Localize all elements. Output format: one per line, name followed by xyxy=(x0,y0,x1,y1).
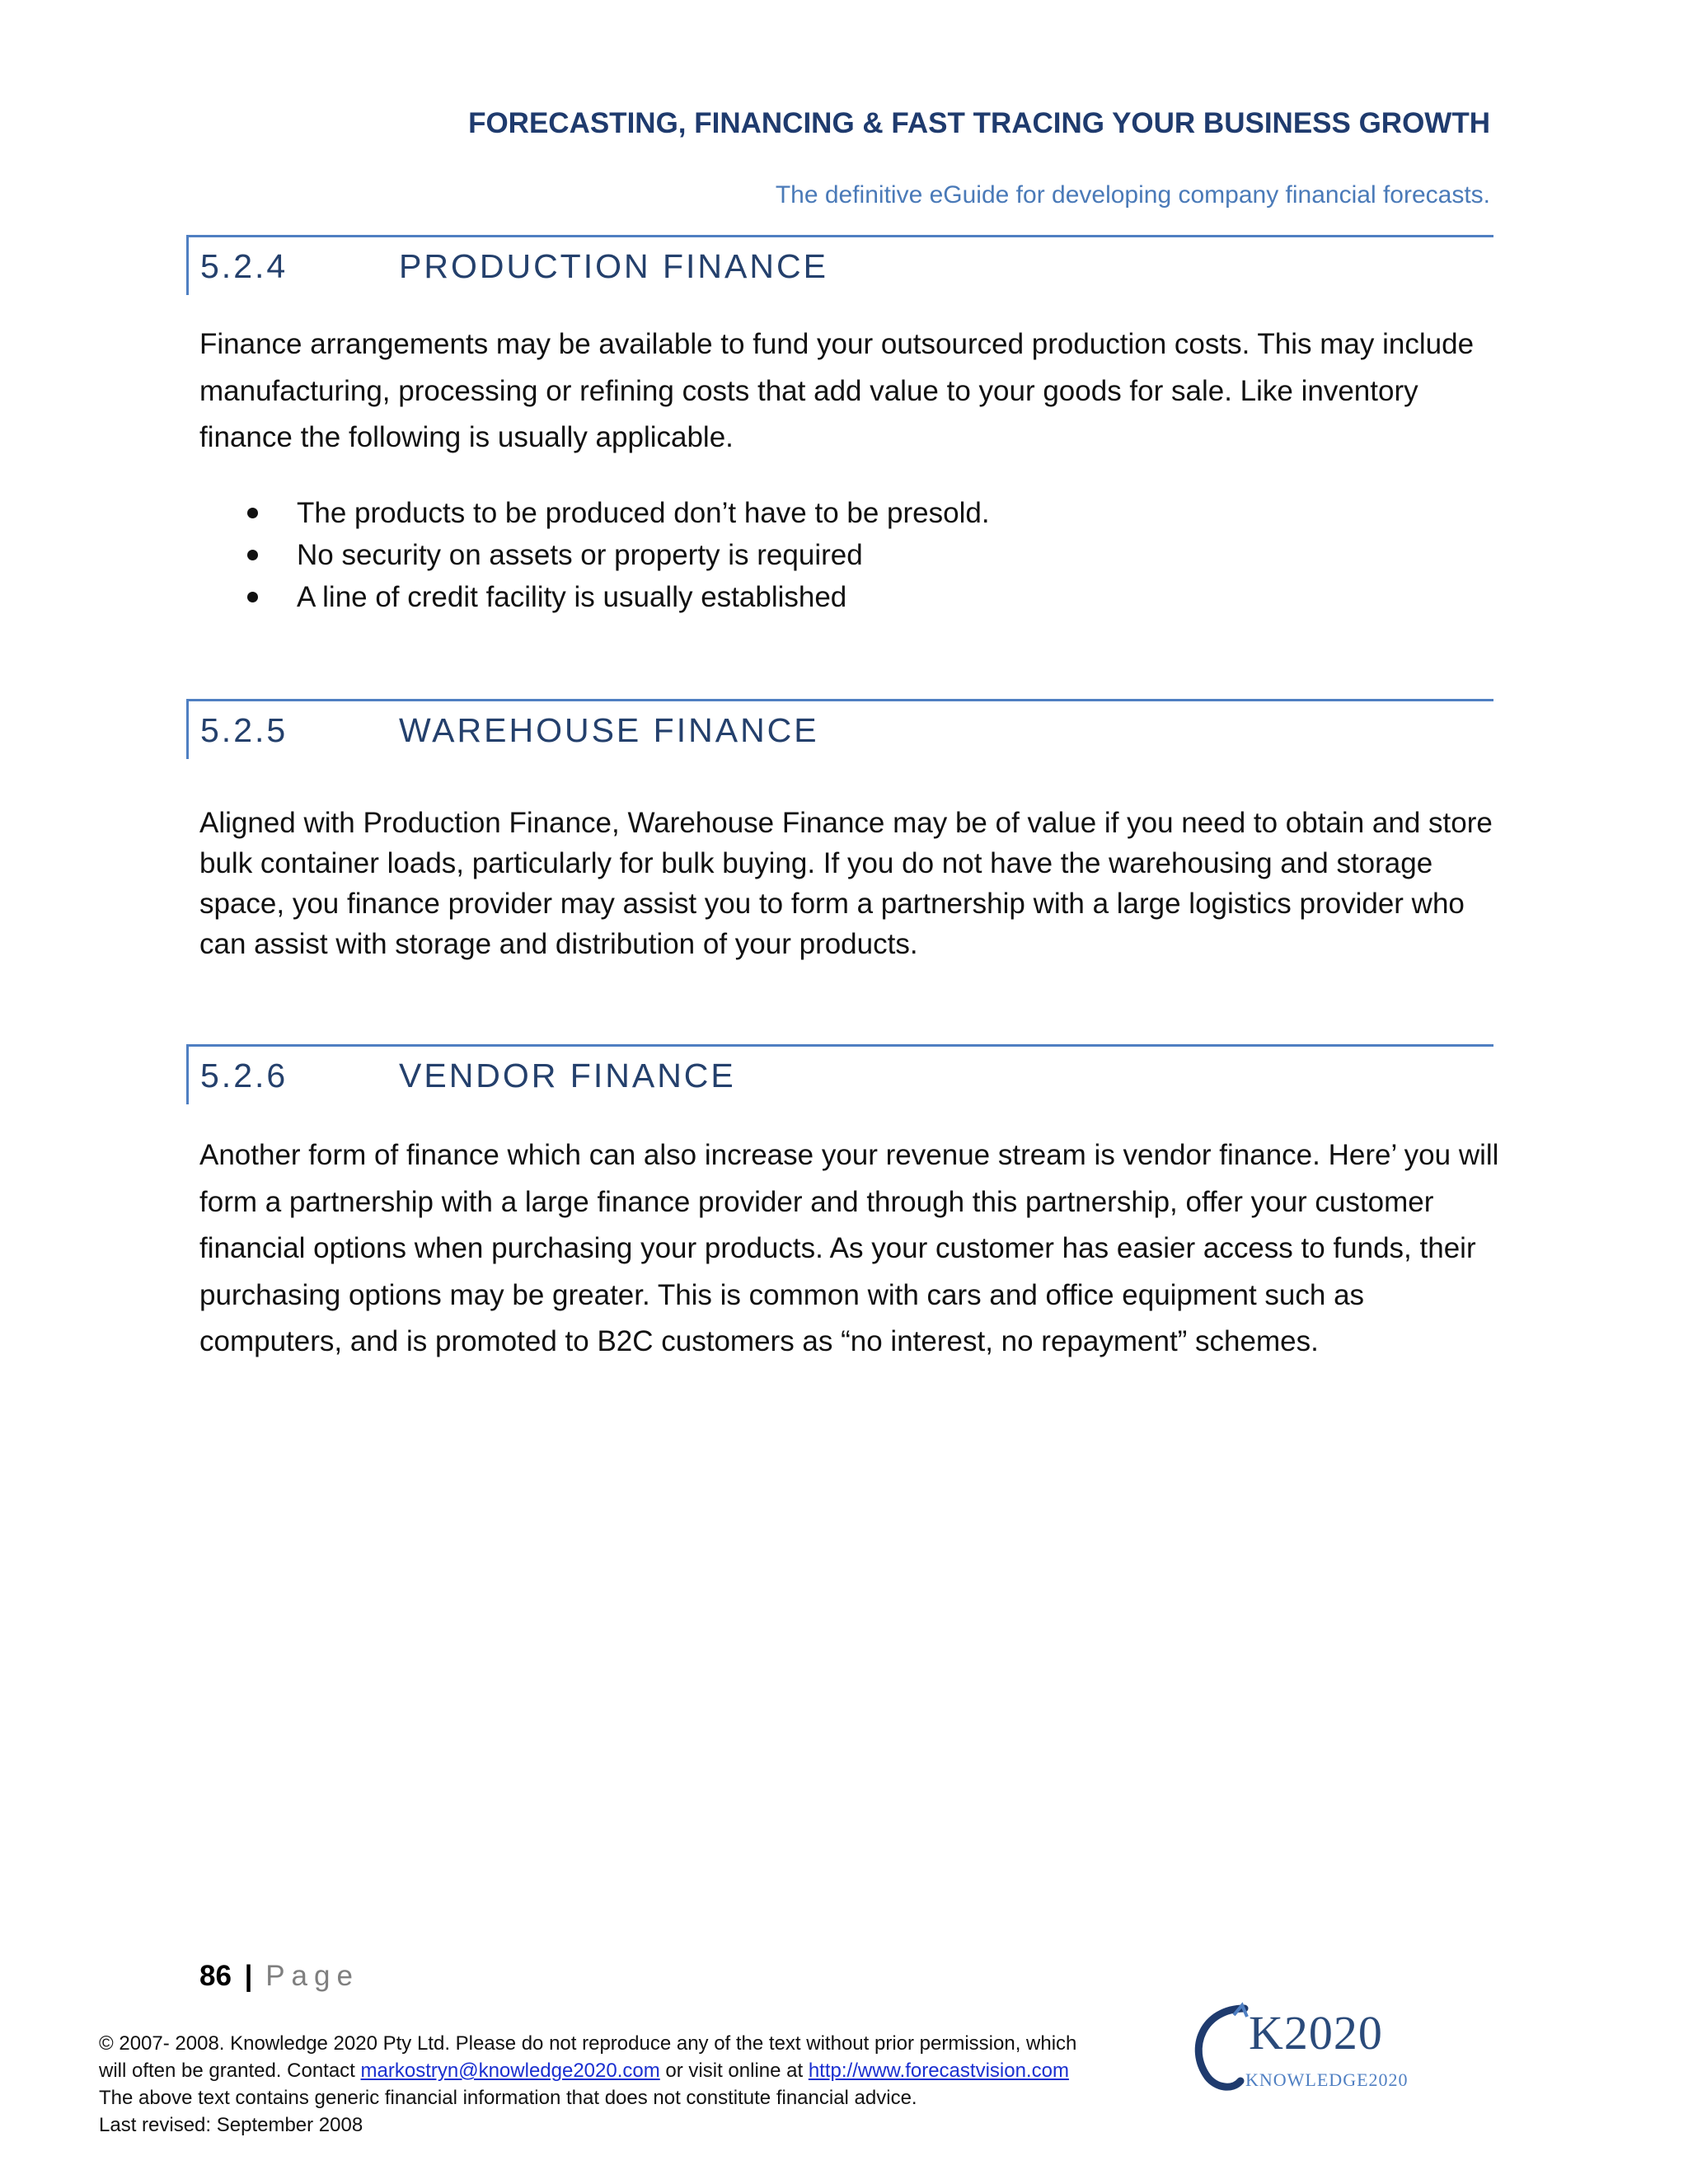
footer-line: The above text contains generic financial information that does not constitute financial advice. xyxy=(99,2087,917,2109)
bullet-text: A line of credit facility is usually established xyxy=(297,581,847,613)
production-finance-bullet-list xyxy=(199,492,1436,618)
footer-line: Last revised: September 2008 xyxy=(99,2114,363,2136)
section-heading xyxy=(186,699,1493,759)
section-heading xyxy=(186,1044,1493,1104)
section-production-finance-heading xyxy=(186,235,1493,295)
page-label: Page xyxy=(265,1960,359,1992)
logo-mark: K2020 xyxy=(1249,2006,1383,2060)
document-header-title: FORECASTING, FINANCING & FAST TRACING YOUR BUSINESS GROWTH xyxy=(468,107,1490,139)
list-item xyxy=(199,576,1436,618)
email-link[interactable]: markostryn@knowledge2020.com xyxy=(360,2060,660,2082)
section-warehouse-finance-heading xyxy=(186,699,1493,759)
page-number-separator: | xyxy=(244,1960,253,1992)
page-number-value: 86 xyxy=(199,1960,232,1992)
section-heading xyxy=(186,235,1493,295)
vendor-finance-paragraph: Another form of finance which can also increase your revenue stream is vendor finance. Here’ you will form a partnership with a large finance provider and through this partnership, offer your customer financial options when purchasing your products. As your customer has easier access to funds, their purchasing options may be greater. This is common with cars and office equipment such as computers, and is promoted to B2C customers as “no interest, no repayment” schemes. xyxy=(199,1139,1499,1357)
footer-text: will often be granted. Contact xyxy=(99,2060,361,2082)
page-number xyxy=(199,1960,359,1993)
footer-text: or visit online at xyxy=(659,2060,809,2082)
list-item xyxy=(199,492,1436,534)
warehouse-finance-paragraph: Aligned with Production Finance, Warehouse Finance may be of value if you need to obtain and store bulk container loads, particularly for bulk buying. If you do not have the warehousing and storage space, you finance provider may assist you to form a partnership with a large logistics provider who can assist with storage and distribution of your products. xyxy=(199,807,1493,960)
section-number: 5.2.6 xyxy=(200,1057,288,1094)
bullet-text: No security on assets or property is required xyxy=(297,539,863,571)
section-number: 5.2.4 xyxy=(200,247,288,285)
website-link[interactable]: http://www.forecastvision.com xyxy=(808,2060,1069,2082)
section-title: PRODUCTION FINANCE xyxy=(399,247,828,285)
production-finance-paragraph: Finance arrangements may be available to fund your outsourced production costs. This may include manufacturing, processing or refining costs that add value to your goods for sale. Like inventory finance the following is usually applicable. xyxy=(199,328,1475,453)
knowledge2020-logo xyxy=(1183,1999,1430,2106)
logo-wordmark: KNOWLEDGE2020 xyxy=(1245,2069,1409,2090)
document-header-subtitle: The definitive eGuide for developing company financial forecasts. xyxy=(775,181,1490,209)
bullet-text: The products to be produced don’t have to be presold. xyxy=(297,497,990,529)
section-vendor-finance-heading xyxy=(186,1044,1493,1104)
section-number: 5.2.5 xyxy=(200,711,288,749)
list-item xyxy=(199,534,1436,576)
bullet-icon xyxy=(247,592,258,602)
bullet-icon xyxy=(247,550,258,560)
footer-contact-line xyxy=(99,2057,1195,2084)
copyright-footer xyxy=(99,2030,1195,2139)
footer-line: © 2007- 2008. Knowledge 2020 Pty Ltd. Please do not reproduce any of the text without prior permission, which xyxy=(99,2032,1077,2055)
section-title: WAREHOUSE FINANCE xyxy=(399,711,819,749)
section-title: VENDOR FINANCE xyxy=(399,1057,736,1094)
bullet-icon xyxy=(247,508,258,518)
